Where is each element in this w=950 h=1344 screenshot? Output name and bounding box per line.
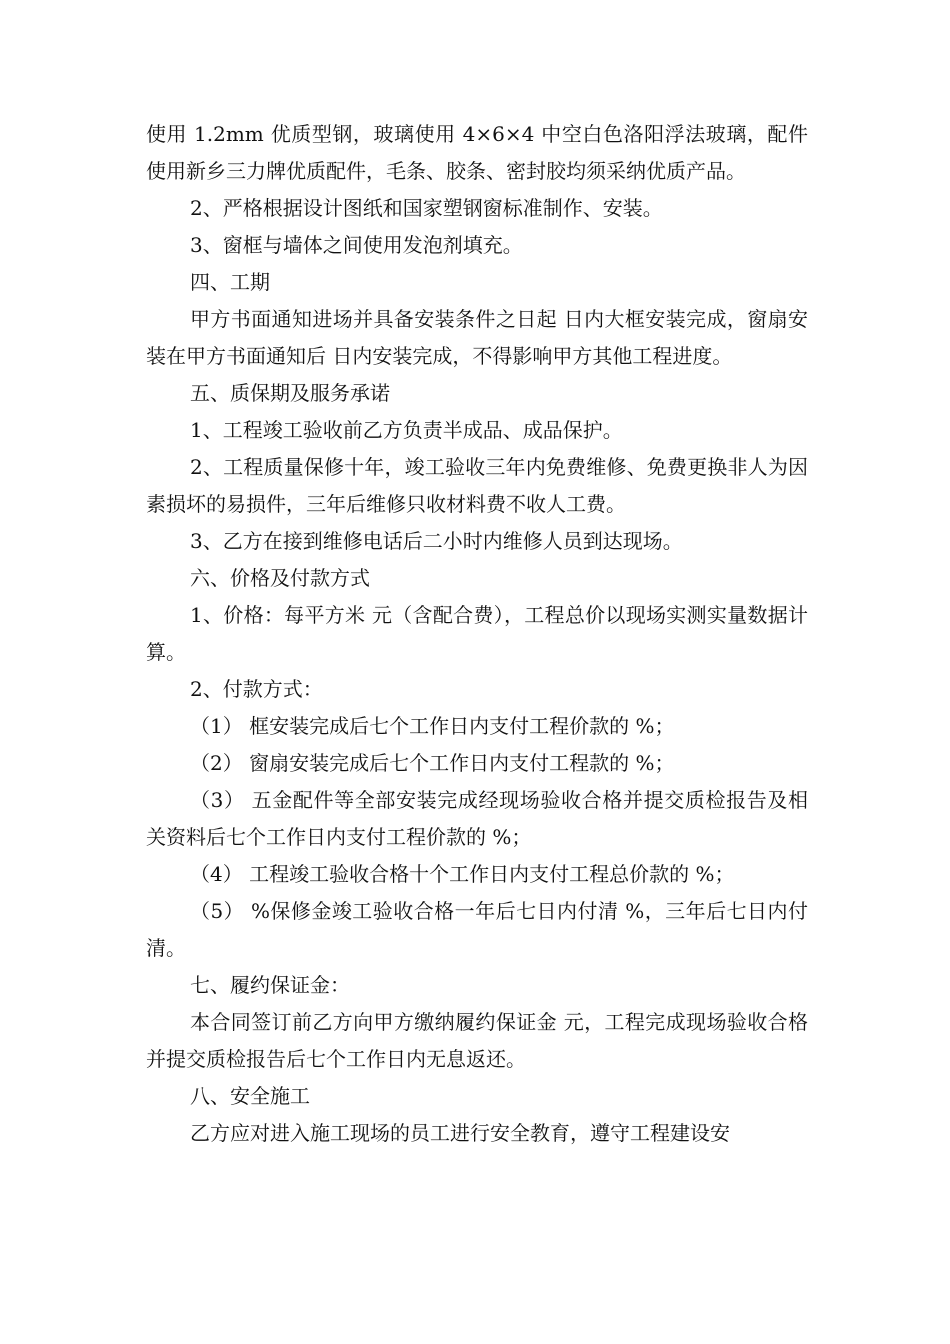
paragraph-item-2-standards: 2、严格根据设计图纸和国家塑钢窗标准制作、安装。	[190, 196, 663, 220]
paragraph-safety-body: 乙方应对进入施工现场的员工进行安全教育，遵守工程建设安	[190, 1121, 730, 1145]
section-heading-performance-bond: 七、履约保证金：	[190, 973, 350, 997]
paragraph-payment-step-2: （2） 窗扇安装完成后七个工作日内支付工程款的 %；	[190, 751, 675, 775]
paragraph-payment-step-1: （1） 框安装完成后七个工作日内支付工程价款的 %；	[190, 714, 675, 738]
section-heading-warranty: 五、质保期及服务承诺	[190, 381, 390, 405]
paragraph-payment-step-4: （4） 工程竣工验收合格十个工作日内支付工程总价款的 %；	[190, 862, 735, 886]
section-heading-safety: 八、安全施工	[190, 1084, 310, 1108]
paragraph-item-3-foam-fill: 3、窗框与墙体之间使用发泡剂填充。	[190, 233, 523, 257]
section-heading-schedule: 四、工期	[190, 270, 270, 294]
section-heading-price-payment: 六、价格及付款方式	[190, 566, 370, 590]
paragraph-schedule-body: 甲方书面通知进场并具备安装条件之日起 日内大框安装完成，窗扇安装在甲方书面通知后 日内安装完成，不得影响甲方其他工程进度。	[146, 307, 808, 368]
paragraph-price: 1、价格：每平方米 元（含配合费），工程总价以现场实测实量数据计算。	[146, 603, 808, 664]
paragraph-warranty-item-2: 2、工程质量保修十年，竣工验收三年内免费维修、免费更换非人为因素损坏的易损件，三年后维修只收材料费不收人工费。	[146, 455, 808, 516]
paragraph-payment-step-5: （5） %保修金竣工验收合格一年后七日内付清 %，三年后七日内付清。	[146, 899, 808, 960]
paragraph-warranty-item-1: 1、工程竣工验收前乙方负责半成品、成品保护。	[190, 418, 623, 442]
paragraph-payment-step-3: （3） 五金配件等全部安装完成经现场验收合格并提交质检报告及相关资料后七个工作日内支付工程价款的 %；	[146, 788, 808, 849]
paragraph-payment-method: 2、付款方式：	[190, 677, 323, 701]
paragraph-warranty-item-3: 3、乙方在接到维修电话后二小时内维修人员到达现场。	[190, 529, 683, 553]
paragraph-performance-bond-body: 本合同签订前乙方向甲方缴纳履约保证金 元，工程完成现场验收合格并提交质检报告后七个工作日内无息返还。	[146, 1010, 808, 1071]
paragraph-materials-continued: 使用 1.2mm 优质型钢，玻璃使用 4×6×4 中空白色洛阳浮法玻璃，配件使用新乡三力牌优质配件，毛条、胶条、密封胶均须采纳优质产品。	[146, 122, 808, 183]
document-page	[146, 116, 808, 1152]
